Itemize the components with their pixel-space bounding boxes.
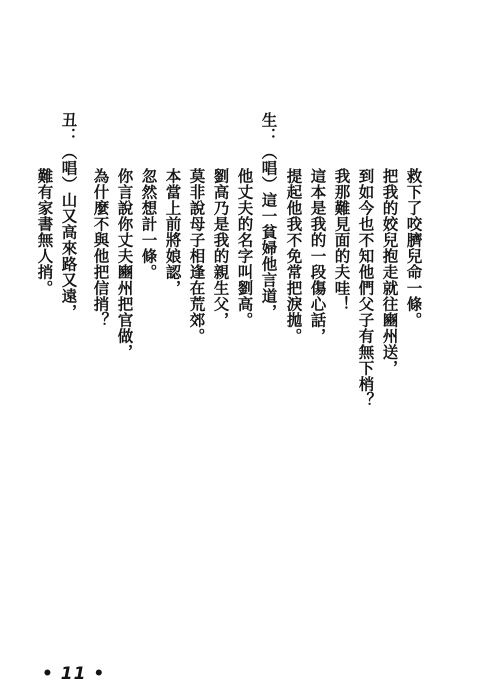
verse-line: 他丈夫的名字叫劉高。	[235, 168, 255, 328]
verse-line: 我那難見面的夫哇！	[332, 168, 352, 312]
verse-line: 劉高乃是我的親生父，	[211, 168, 231, 328]
verse-line: （唱）這一貧婦他言道，	[259, 144, 279, 320]
verse-line: 為什麼不與他把信捎？	[91, 168, 111, 328]
verse-line: 救下了咬臍兒命一條。	[404, 168, 424, 328]
verse-line: 把我的姣兒抱走就往豳州送，	[380, 168, 400, 376]
verse-line: 到如今也不知他們父子有無下梢？	[356, 168, 376, 408]
verse-line: 忽然想計一條。	[139, 168, 159, 280]
verse-line: 難有家書無人捎。	[35, 168, 55, 296]
speaker-label: 生：	[259, 112, 279, 143]
page-number: • 11 •	[42, 664, 106, 684]
speaker-label: 丑：	[59, 112, 79, 143]
verse-line: （唱）山又高來路又遠，	[59, 144, 79, 320]
verse-line: 本當上前將娘認，	[163, 168, 183, 296]
verse-line: 你言說你丈夫豳州把官做，	[115, 168, 135, 360]
verse-line: 這本是我的一段傷心話，	[308, 168, 328, 344]
verse-line: 莫非說母子相逢在荒郊。	[187, 168, 207, 344]
verse-line: 提起他我不免常把淚拋。	[284, 168, 304, 344]
